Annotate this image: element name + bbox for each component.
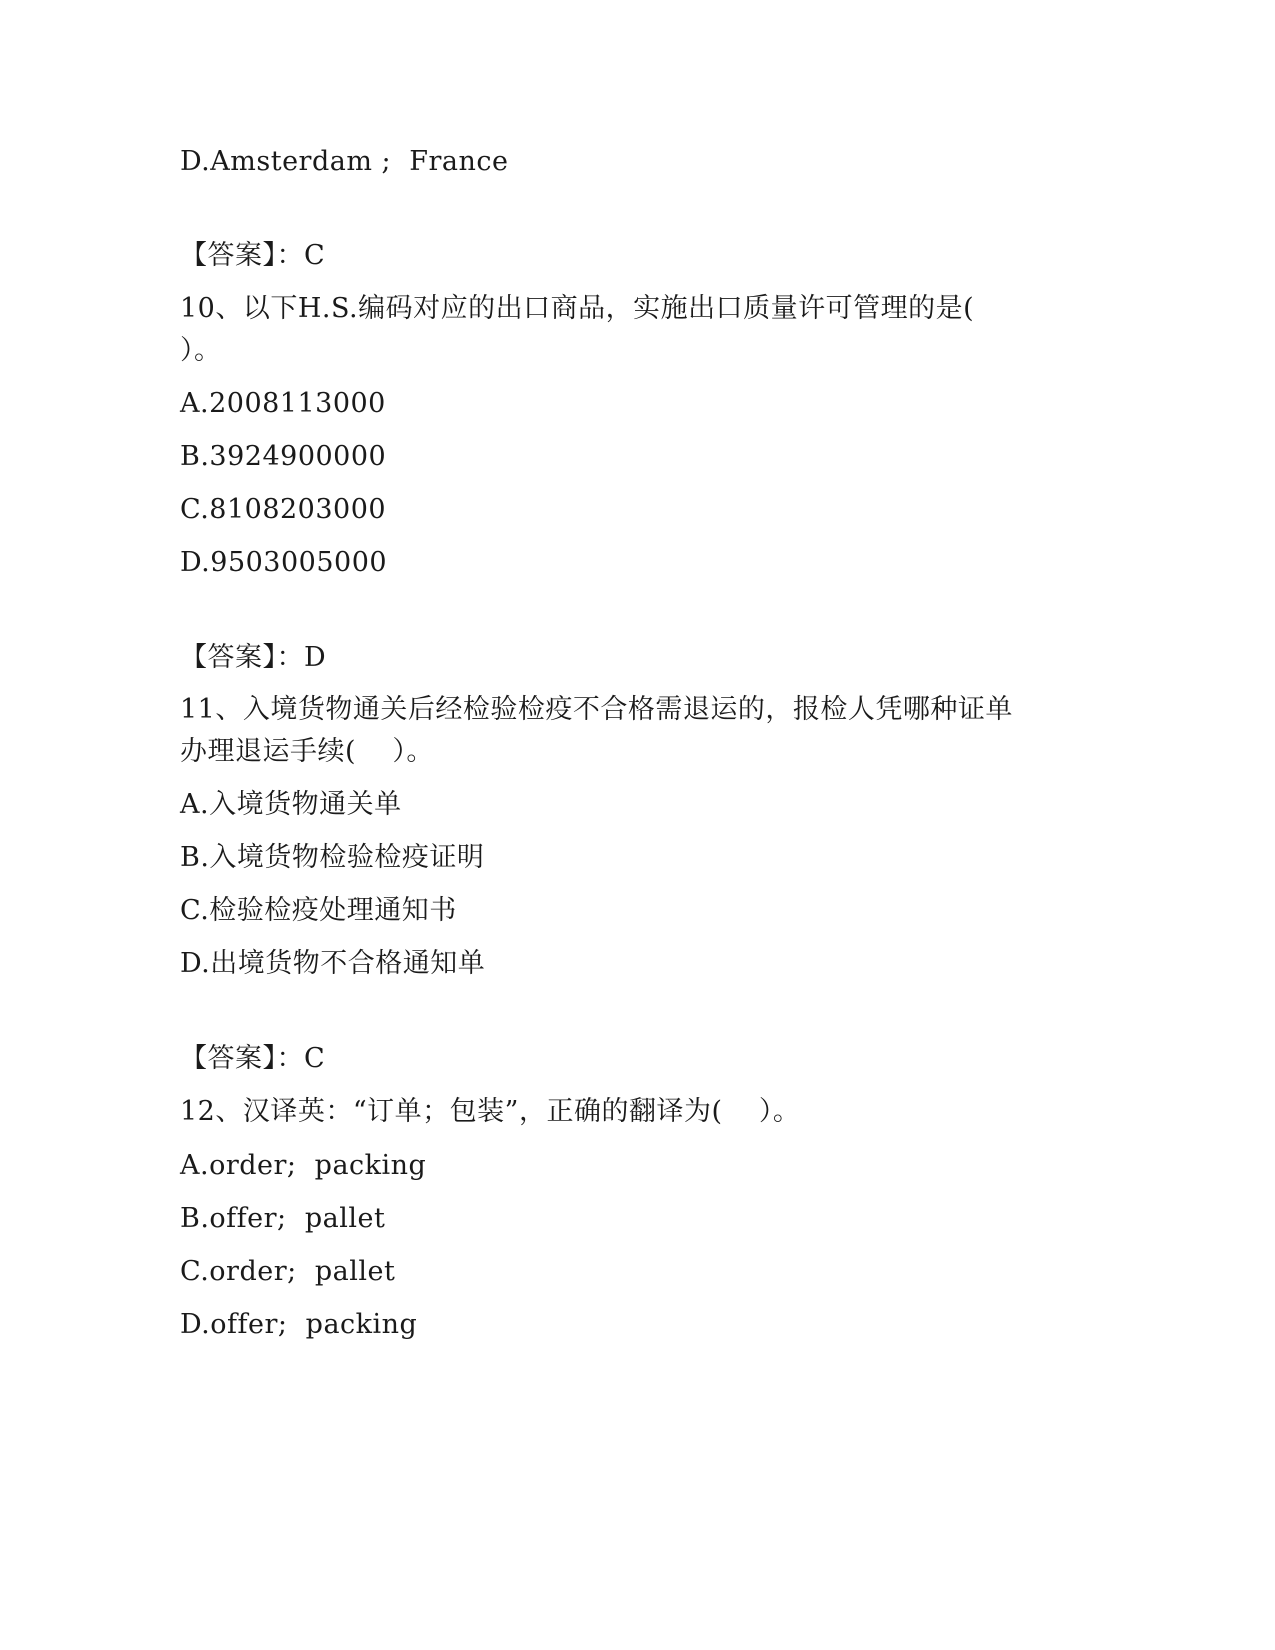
q12-stem: 12、汉译英：“订单；包装”，正确的翻译为( ）。 — [180, 1096, 801, 1127]
q10-option-b: B.3924900000 — [180, 441, 387, 472]
prev-option-d: D.Amsterdam ; France — [180, 146, 509, 177]
q12-option-c: C.order; pallet — [180, 1256, 396, 1287]
q11-option-c: C.检验检疫处理通知书 — [180, 895, 457, 926]
q10-stem-cont: ）。 — [180, 335, 222, 366]
q11-stem-cont: 办理退运手续( ）。 — [180, 736, 434, 767]
q11-option-a: A.入境货物通关单 — [180, 789, 402, 820]
q12-option-d: D.offer; packing — [180, 1309, 418, 1340]
q11-option-b: B.入境货物检验检疫证明 — [180, 842, 485, 873]
q10-stem: 10、以下H.S.编码对应的出口商品，实施出口质量许可管理的是( — [180, 293, 975, 324]
q11-option-d: D.出境货物不合格通知单 — [180, 948, 486, 979]
prev-answer: 【答案】：C — [180, 240, 326, 271]
q11-stem: 11、入境货物通关后经检验检疫不合格需退运的，报检人凭哪种证单 — [180, 694, 1013, 725]
q10-answer: 【答案】：D — [180, 642, 327, 673]
q11-answer: 【答案】：C — [180, 1043, 326, 1074]
q10-option-c: C.8108203000 — [180, 494, 387, 525]
q10-option-a: A.2008113000 — [180, 388, 386, 419]
q12-option-a: A.order; packing — [180, 1150, 427, 1181]
q10-option-d: D.9503005000 — [180, 547, 388, 578]
q12-option-b: B.offer; pallet — [180, 1203, 386, 1234]
